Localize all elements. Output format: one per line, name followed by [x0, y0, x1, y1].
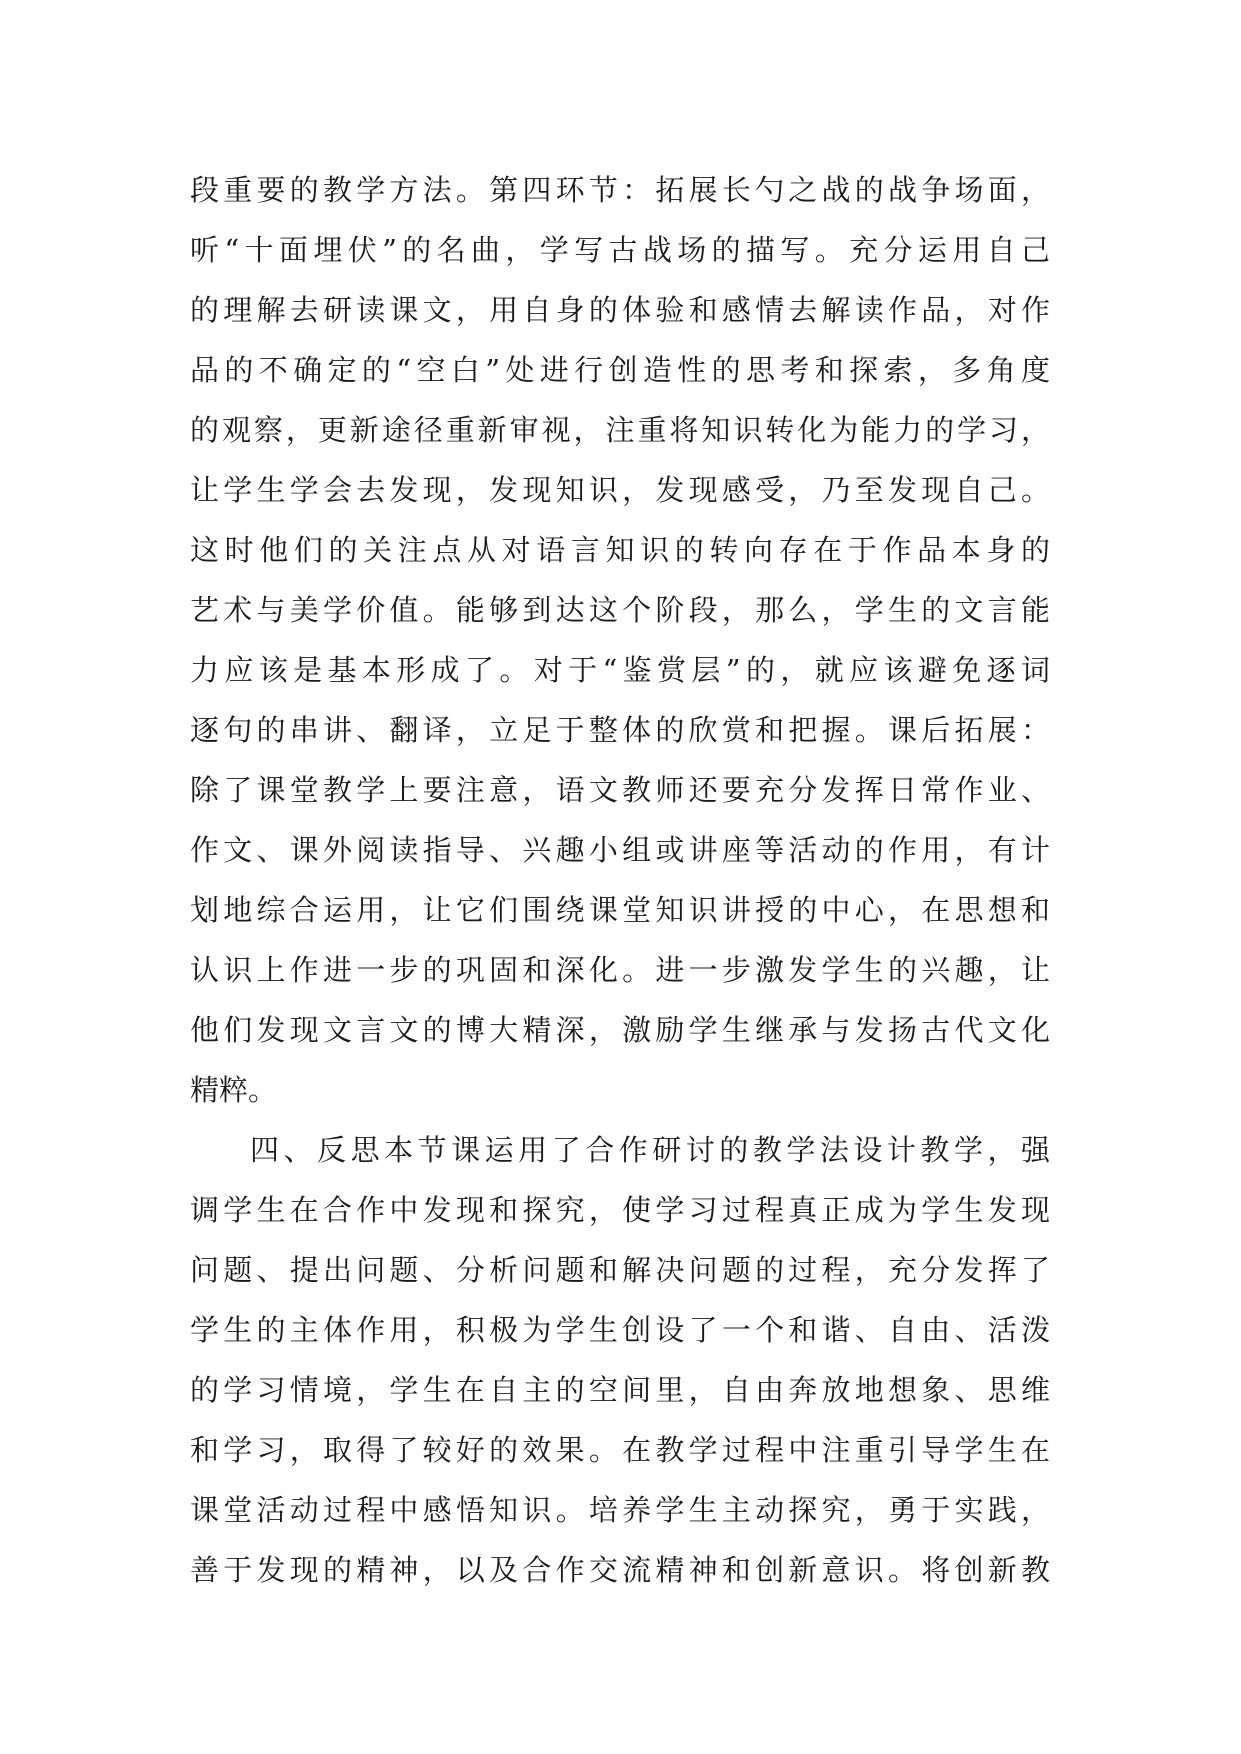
text-line: 四、反思本节课运用了合作研讨的教学法设计教学，强: [250, 1133, 1050, 1167]
body-text: [190, 160, 1050, 1600]
text-line: 调学生在合作中发现和探究，使学习过程真正成为学生发现: [190, 1193, 1050, 1227]
text-line: 逐句的串讲、翻译，立足于整体的欣赏和把握。课后拓展：: [190, 713, 1050, 747]
text-line: 作文、课外阅读指导、兴趣小组或讲座等活动的作用，有计: [190, 833, 1050, 867]
text-line: 力应该是基本形成了。对于“鉴赏层”的，就应该避免逐词: [190, 653, 1050, 687]
text-line: 问题、提出问题、分析问题和解决问题的过程，充分发挥了: [190, 1253, 1050, 1287]
text-line: 品的不确定的“空白”处进行创造性的思考和探索，多角度: [190, 353, 1050, 387]
text-line: 学生的主体作用，积极为学生创设了一个和谐、自由、活泼: [190, 1313, 1050, 1347]
text-line: 艺术与美学价值。能够到达这个阶段，那么，学生的文言能: [190, 593, 1050, 627]
text-line: 的理解去研读课文，用自身的体验和感情去解读作品，对作: [190, 293, 1050, 327]
text-line: 除了课堂教学上要注意，语文教师还要充分发挥日常作业、: [190, 773, 1050, 807]
text-line: 精粹。: [190, 1073, 278, 1107]
text-line: 这时他们的关注点从对语言知识的转向存在于作品本身的: [190, 533, 1050, 567]
text-line: 和学习，取得了较好的效果。在教学过程中注重引导学生在: [190, 1433, 1050, 1467]
text-line: 课堂活动过程中感悟知识。培养学生主动探究，勇于实践，: [190, 1493, 1050, 1527]
text-line: 段重要的教学方法。第四环节：拓展长勺之战的战争场面，: [190, 173, 1050, 207]
text-line: 听“十面埋伏”的名曲，学写古战场的描写。充分运用自己: [190, 233, 1050, 267]
text-line: 让学生学会去发现，发现知识，发现感受，乃至发现自己。: [190, 473, 1050, 507]
paragraph-1: [190, 160, 1050, 1120]
text-line: 划地综合运用，让它们围绕课堂知识讲授的中心，在思想和: [190, 893, 1050, 927]
text-line: 他们发现文言文的博大精深，激励学生继承与发扬古代文化: [190, 1013, 1050, 1047]
text-line: 善于发现的精神，以及合作交流精神和创新意识。将创新教: [190, 1553, 1050, 1587]
text-line: 认识上作进一步的巩固和深化。进一步激发学生的兴趣，让: [190, 953, 1050, 987]
paragraph-2: [190, 1120, 1050, 1600]
text-line: 的学习情境，学生在自主的空间里，自由奔放地想象、思维: [190, 1373, 1050, 1407]
text-line: 的观察，更新途径重新审视，注重将知识转化为能力的学习，: [190, 413, 1050, 447]
